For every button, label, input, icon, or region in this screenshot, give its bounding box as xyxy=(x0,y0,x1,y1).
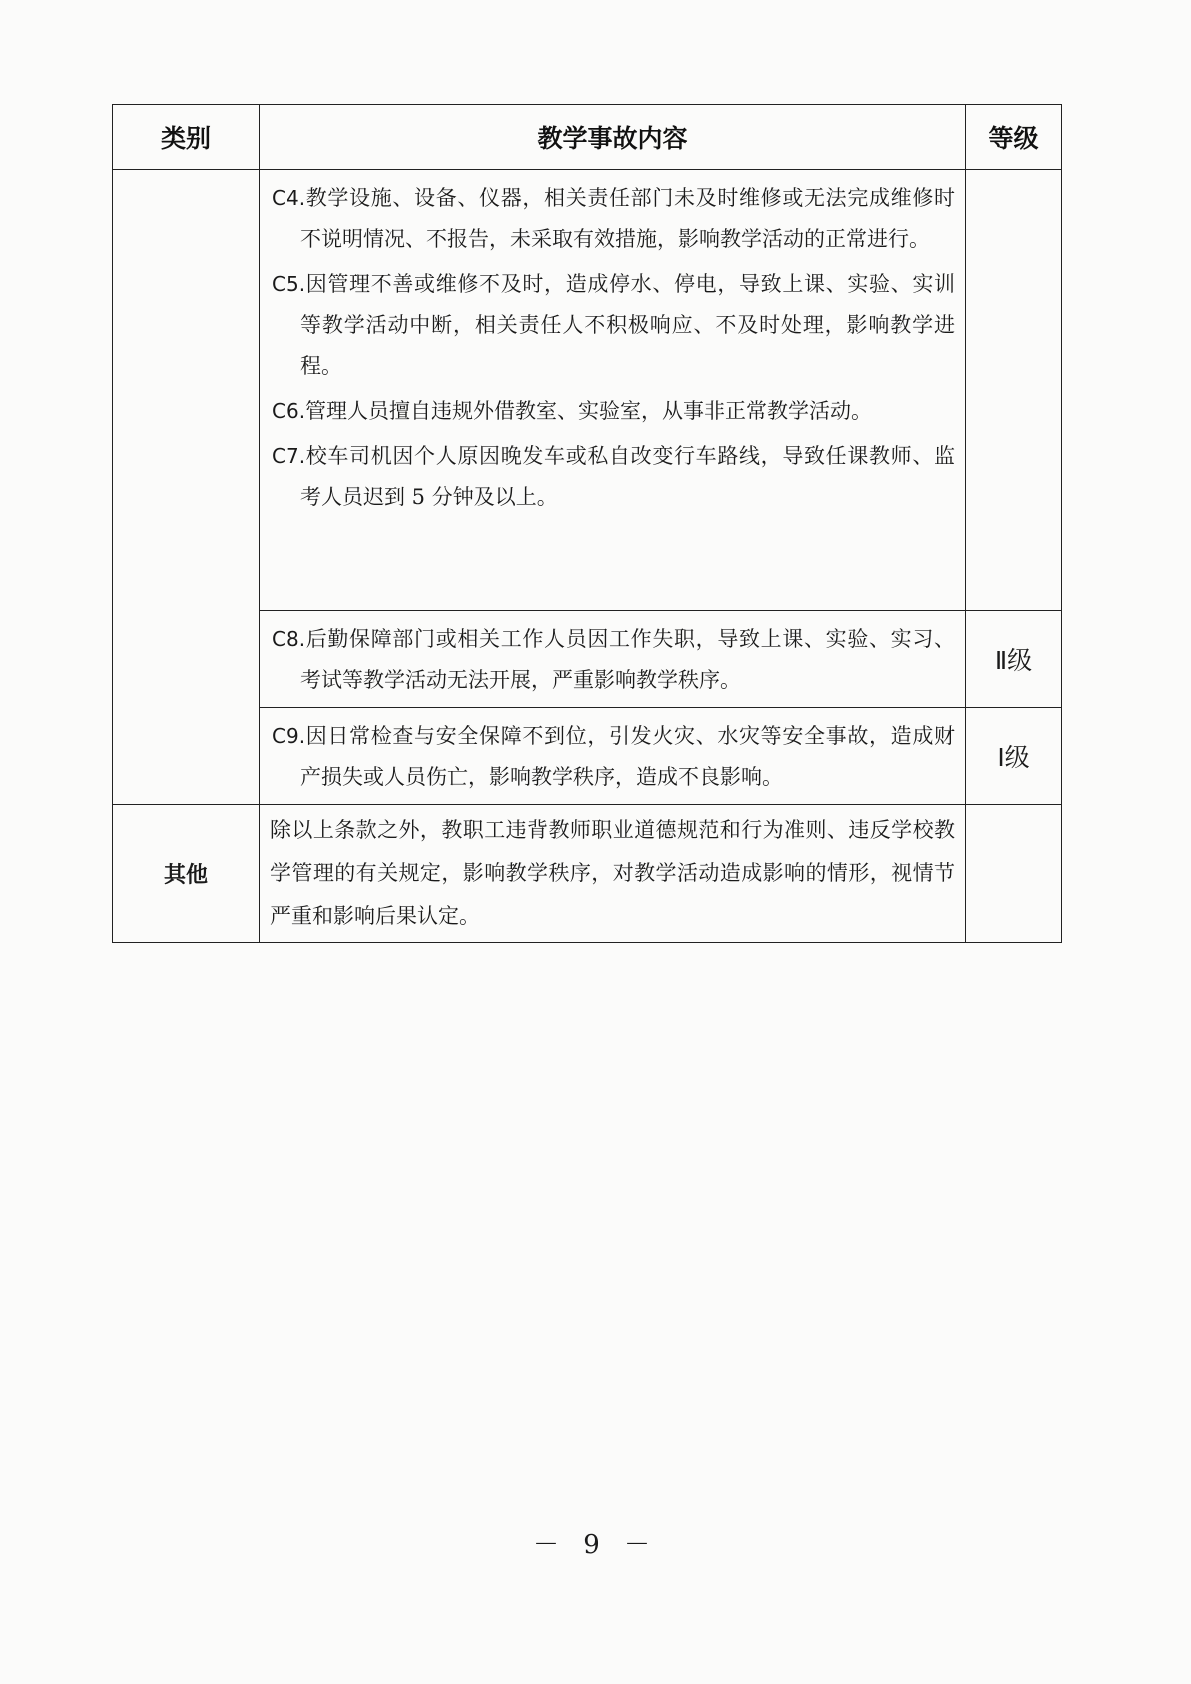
item-c4: C4.教学设施、设备、仪器，相关责任部门未及时维修或无法完成维修时不说明情况、不报告，未采取有效措施，影响教学活动的正常进行。 xyxy=(272,186,955,251)
category-cell-other: 其他 xyxy=(113,805,260,943)
content-cell xyxy=(260,708,966,805)
table-row xyxy=(113,170,1062,611)
incident-table xyxy=(112,104,1062,943)
item-c5: C5.因管理不善或维修不及时，造成停水、停电，导致上课、实验、实训等教学活动中断，相关责任人不积极响应、不及时处理，影响教学进程。 xyxy=(272,272,955,378)
item-c6: C6.管理人员擅自违规外借教室、实验室，从事非正常教学活动。 xyxy=(272,399,873,423)
incident-table-container xyxy=(112,104,1061,943)
header-level: 等级 xyxy=(966,105,1062,170)
page-number: － 9 － xyxy=(532,1530,659,1560)
other-text: 除以上条款之外，教职工违背教师职业道德规范和行为准则、违反学校教学管理的有关规定，影响教学秩序，对教学活动造成影响的情形，视情节严重和影响后果认定。 xyxy=(270,818,955,928)
table-header-row xyxy=(113,105,1062,170)
item-c8: C8.后勤保障部门或相关工作人员因工作失职，导致上课、实验、实习、考试等教学活动无法开展，严重影响教学秩序。 xyxy=(272,627,955,692)
content-cell xyxy=(260,170,966,611)
level-cell-other xyxy=(966,805,1062,943)
content-cell xyxy=(260,611,966,708)
item-c9: C9.因日常检查与安全保障不到位，引发火灾、水灾等安全事故，造成财产损失或人员伤亡，影响教学秩序，造成不良影响。 xyxy=(272,724,955,789)
category-cell xyxy=(113,170,260,805)
content-cell-other xyxy=(260,805,966,943)
level-cell-ii: Ⅱ级 xyxy=(966,611,1062,708)
level-cell-i: Ⅰ级 xyxy=(966,708,1062,805)
level-cell xyxy=(966,170,1062,611)
header-content: 教学事故内容 xyxy=(260,105,966,170)
item-c7: C7.校车司机因个人原因晚发车或私自改变行车路线，导致任课教师、监考人员迟到 5 分钟及以上。 xyxy=(272,444,955,509)
table-row-other xyxy=(113,805,1062,943)
header-category: 类别 xyxy=(113,105,260,170)
